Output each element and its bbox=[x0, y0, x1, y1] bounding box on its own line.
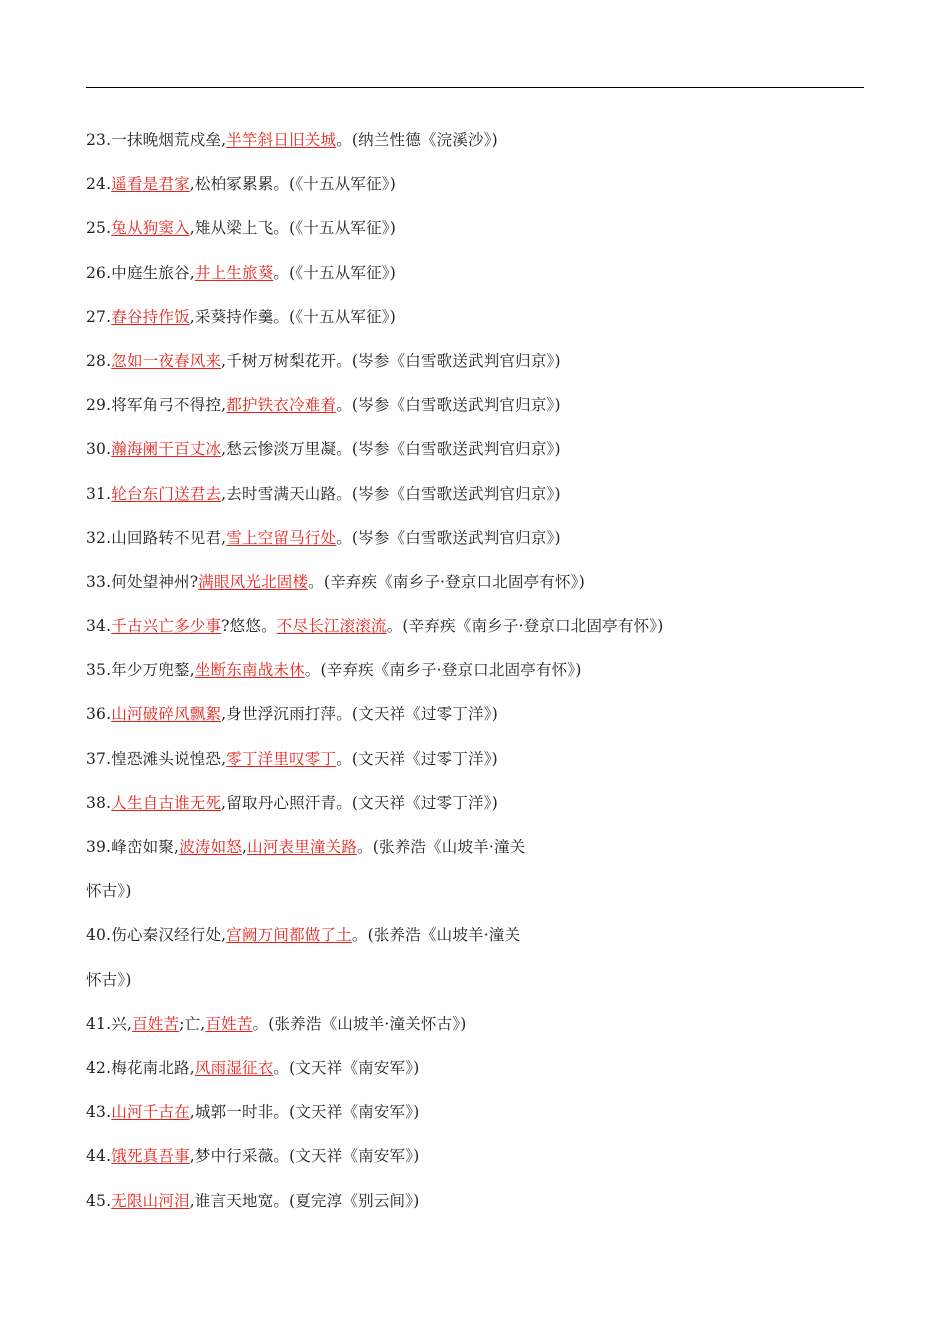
poem-line bbox=[86, 700, 864, 744]
poem-line bbox=[86, 833, 864, 877]
line-text: 24. bbox=[86, 175, 112, 194]
line-text: ,身世浮沉雨打萍。(文天祥《过零丁洋》) bbox=[221, 705, 498, 724]
line-text: ,松柏冢累累。(《十五从军征》) bbox=[189, 175, 397, 194]
line-text: ,城郭一时非。(文天祥《南安军》) bbox=[189, 1103, 420, 1122]
line-text: 41.兴, bbox=[86, 1014, 133, 1033]
answer-text: 风雨湿征衣 bbox=[194, 1058, 274, 1077]
line-text: 39.峰峦如聚, bbox=[86, 838, 180, 856]
line-text: 怀古》) bbox=[86, 882, 132, 901]
line-text: ?悠悠。 bbox=[221, 617, 277, 636]
line-text: ,采葵持作羹。(《十五从军征》) bbox=[189, 307, 397, 326]
line-text: 45. bbox=[86, 1191, 112, 1210]
answer-text: 井上生旅葵 bbox=[194, 263, 274, 282]
line-text: 。(张养浩《山坡羊·潼关 bbox=[351, 926, 521, 945]
line-text: 。(张养浩《山坡羊·潼关怀古》) bbox=[252, 1014, 467, 1033]
answer-text: 满眼风光北固楼 bbox=[198, 572, 309, 591]
answer-text: 忽如一夜春风来 bbox=[111, 351, 222, 370]
answer-text: 零丁洋里叹零丁 bbox=[226, 749, 337, 768]
line-text: 44. bbox=[86, 1147, 112, 1166]
line-text: ,雉从梁上飞。(《十五从军征》) bbox=[189, 219, 397, 238]
poem-line bbox=[86, 170, 864, 214]
answer-text: 坐断东南战未休 bbox=[194, 661, 305, 680]
line-text: 27. bbox=[86, 307, 112, 326]
answer-text: 百姓苦 bbox=[132, 1014, 180, 1033]
poem-line bbox=[86, 524, 864, 568]
poem-line bbox=[86, 877, 864, 921]
poem-line bbox=[86, 966, 864, 1010]
answer-text: 都护铁衣冷难着 bbox=[226, 396, 337, 415]
poem-line bbox=[86, 480, 864, 524]
line-text: 。(纳兰性德《浣溪沙》) bbox=[336, 131, 498, 149]
line-text: 32.山回路转不见君, bbox=[86, 528, 227, 547]
answer-text: 遥看是君家 bbox=[111, 175, 190, 194]
line-text: 35.年少万兜鍪, bbox=[86, 661, 195, 680]
line-text: 33.何处望神州? bbox=[86, 572, 199, 591]
line-text: 23.一抹晚烟荒戍垒, bbox=[86, 131, 227, 149]
line-text: 43. bbox=[86, 1103, 112, 1122]
poem-line bbox=[86, 568, 864, 612]
answer-text: 宫阙万间都做了土 bbox=[226, 926, 352, 945]
answer-text: 不尽长江滚滚流 bbox=[276, 617, 387, 636]
line-text: 34. bbox=[86, 617, 112, 636]
poem-line bbox=[86, 259, 864, 303]
answer-text: 山河千古在 bbox=[111, 1103, 190, 1122]
line-text: 29.将军角弓不得控, bbox=[86, 396, 227, 415]
answer-text: 瀚海阑干百丈冰 bbox=[111, 440, 222, 459]
line-text: ,谁言天地宽。(夏完淳《别云间》) bbox=[189, 1191, 420, 1210]
answer-text: 千古兴亡多少事 bbox=[111, 617, 222, 636]
line-text: 。(文天祥《过零丁洋》) bbox=[336, 749, 498, 768]
answer-text: 人生自古谁无死 bbox=[111, 793, 222, 812]
line-text: 。(张养浩《山坡羊·潼关 bbox=[357, 838, 526, 856]
line-text: 。(《十五从军征》) bbox=[273, 263, 397, 282]
poem-line bbox=[86, 789, 864, 833]
line-text: ,去时雪满天山路。(岑参《白雪歌送武判官归京》) bbox=[221, 484, 561, 503]
answer-text: 雪上空留马行处 bbox=[226, 528, 337, 547]
poem-line bbox=[86, 1142, 864, 1186]
poem-line bbox=[86, 1187, 864, 1231]
line-text: 怀古》) bbox=[86, 970, 132, 989]
line-text: ,千树万树梨花开。(岑参《白雪歌送武判官归京》) bbox=[221, 351, 561, 370]
poem-line bbox=[86, 435, 864, 479]
line-text: 37.惶恐滩头说惶恐, bbox=[86, 749, 227, 768]
answer-text: 轮台东门送君去 bbox=[111, 484, 222, 503]
poem-line bbox=[86, 656, 864, 700]
line-text: 。(文天祥《南安军》) bbox=[273, 1058, 420, 1077]
poem-line bbox=[86, 391, 864, 435]
line-text: 。(辛弃疾《南乡子·登京口北固亭有怀》) bbox=[386, 617, 664, 636]
line-text: , bbox=[242, 838, 248, 856]
line-text: 25. bbox=[86, 219, 112, 238]
line-text: ;亡, bbox=[179, 1014, 206, 1033]
poem-line bbox=[86, 745, 864, 789]
poem-line bbox=[86, 126, 864, 170]
answer-text: 无限山河泪 bbox=[111, 1191, 190, 1210]
header-rule bbox=[86, 87, 864, 88]
line-text: ,愁云惨淡万里凝。(岑参《白雪歌送武判官归京》) bbox=[221, 440, 561, 459]
poem-line bbox=[86, 921, 864, 965]
answer-text: 饿死真吾事 bbox=[111, 1147, 190, 1166]
line-text: 40.伤心秦汉经行处, bbox=[86, 926, 227, 945]
line-text: 28. bbox=[86, 351, 112, 370]
line-text: 。(辛弃疾《南乡子·登京口北固亭有怀》) bbox=[304, 661, 582, 680]
answer-text: 波涛如怒 bbox=[179, 838, 242, 856]
line-text: 31. bbox=[86, 484, 112, 503]
line-text: 38. bbox=[86, 793, 112, 812]
line-text: 30. bbox=[86, 440, 112, 459]
answer-text: 山河表里潼关路 bbox=[247, 838, 358, 856]
answer-text: 半竿斜日旧关城 bbox=[226, 131, 337, 149]
answer-text: 百姓苦 bbox=[205, 1014, 253, 1033]
line-text: ,留取丹心照汗青。(文天祥《过零丁洋》) bbox=[221, 793, 498, 812]
line-text: 26.中庭生旅谷, bbox=[86, 263, 195, 282]
answer-text: 舂谷持作饭 bbox=[111, 307, 190, 326]
poem-line bbox=[86, 1010, 864, 1054]
line-text: ,梦中行采薇。(文天祥《南安军》) bbox=[189, 1147, 420, 1166]
poem-line-list bbox=[86, 126, 864, 1231]
line-text: 。(岑参《白雪歌送武判官归京》) bbox=[336, 528, 561, 547]
poem-line bbox=[86, 214, 864, 258]
answer-text: 山河破碎风飘絮 bbox=[111, 705, 222, 724]
line-text: 42.梅花南北路, bbox=[86, 1058, 195, 1077]
poem-line bbox=[86, 1054, 864, 1098]
line-text: 。(辛弃疾《南乡子·登京口北固亭有怀》) bbox=[308, 572, 585, 591]
line-text: 36. bbox=[86, 705, 112, 724]
poem-line bbox=[86, 347, 864, 391]
poem-line bbox=[86, 612, 864, 656]
answer-text: 兔从狗窦入 bbox=[111, 219, 190, 238]
poem-line bbox=[86, 303, 864, 347]
poem-line bbox=[86, 1098, 864, 1142]
line-text: 。(岑参《白雪歌送武判官归京》) bbox=[336, 396, 561, 415]
